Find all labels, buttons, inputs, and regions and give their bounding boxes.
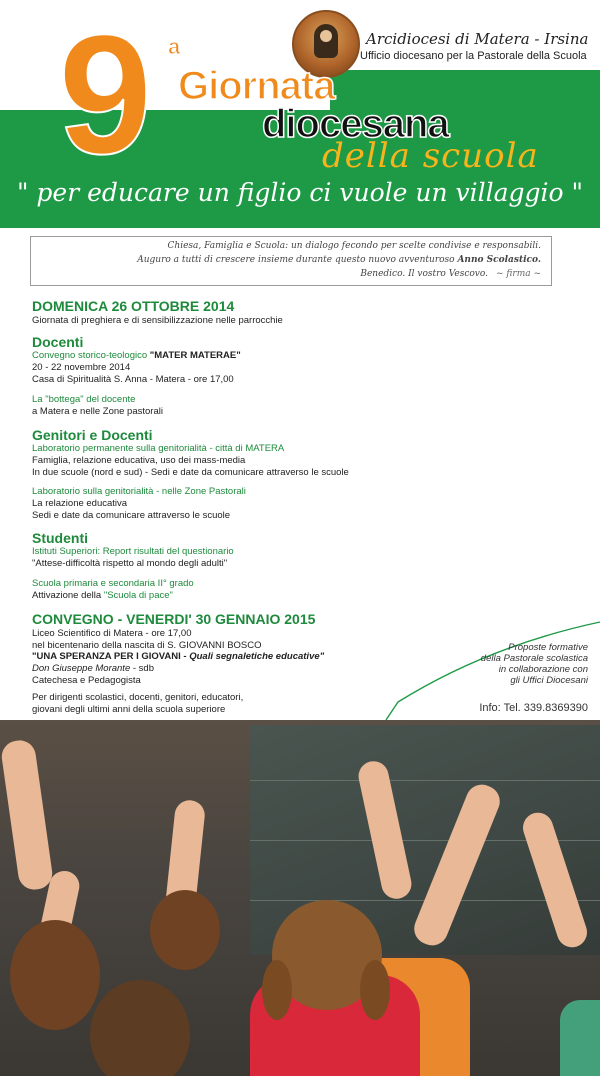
section-3-title: Genitori e Docenti xyxy=(32,427,153,443)
classroom-photo xyxy=(0,720,600,1076)
section-5-text-4: Don Giuseppe Morante - sdb xyxy=(32,663,154,674)
section-5-title: CONVEGNO - VENERDI' 30 GENNAIO 2015 xyxy=(32,611,316,627)
section-3-text-3: La relazione educativa xyxy=(32,498,128,509)
section-2-text-1: 20 - 22 novembre 2014 xyxy=(32,362,131,373)
section-5-text-3: "UNA SPERANZA PER I GIOVANI - Quali segnaletiche educative" xyxy=(32,651,325,662)
edition-number: 9 xyxy=(58,0,149,190)
section-4-title: Studenti xyxy=(32,530,88,546)
title-line-3: della scuola xyxy=(322,136,539,176)
section-2-text-2: Casa di Spiritualità S. Anna - Matera - ore 17,00 xyxy=(32,374,234,385)
section-1-title: DOMENICA 26 OTTOBRE 2014 xyxy=(32,298,235,314)
quote-line-2: Auguro a tutti di crescere insieme durante questo nuovo avventuroso Anno Scolastico. xyxy=(137,255,541,265)
info-phone: Info: Tel. 339.8369390 xyxy=(479,702,588,714)
section-3-text-4: Sedi e date da comunicare attraverso le scuole xyxy=(32,510,231,521)
section-4-sub-1: Istituti Superiori: Report risultati del questionario xyxy=(32,546,234,557)
section-4-text-2: Attivazione della "Scuola di pace" xyxy=(32,590,173,601)
title-line-1: Giornata xyxy=(178,64,335,108)
section-3-text-2: In due scuole (nord e sud) - Sedi e date da comunicare attraverso le scuole xyxy=(32,467,349,478)
motto: " per educare un figlio ci vuole un villaggio " xyxy=(16,178,584,207)
section-3-text-1: Famiglia, relazione educativa, uso dei mass-media xyxy=(32,455,246,466)
title-line-2: diocesana xyxy=(262,102,449,146)
bishop-quote-box xyxy=(30,236,552,286)
bishop-signature-icon: ~ firma ~ xyxy=(495,269,541,279)
section-5-text-6: Per dirigenti scolastici, docenti, genitori, educatori, xyxy=(32,692,244,703)
section-4-text-1: "Attese-difficoltà rispetto al mondo degli adulti" xyxy=(32,558,228,569)
section-1-text: Giornata di preghiera e di sensibilizzazione nelle parrocchie xyxy=(32,315,283,326)
section-2-text-3: a Matera e nelle Zone pastorali xyxy=(32,406,163,417)
section-5-text-5: Catechesa e Pedagogista xyxy=(32,675,141,686)
section-4-sub-2: Scuola primaria e secondaria II° grado xyxy=(32,578,194,589)
section-2-title: Docenti xyxy=(32,334,84,350)
section-2-sub-1: Convegno storico-teologico "MATER MATERAE" xyxy=(32,350,241,361)
section-5-text-2: nel bicentenario della nascita di S. GIOVANNI BOSCO xyxy=(32,640,262,651)
side-note: Proposte formative della Pastorale scolastica in collaborazione con gli Uffici Diocesani xyxy=(480,642,588,686)
org-name: Arcidiocesi di Matera - Irsina xyxy=(366,30,589,48)
section-3-sub-1: Laboratorio permanente sulla genitorialità - città di MATERA xyxy=(32,443,285,454)
section-3-sub-2: Laboratorio sulla genitorialità - nelle Zone Pastorali xyxy=(32,486,246,497)
green-shirt xyxy=(560,1000,600,1076)
quote-line-1: Chiesa, Famiglia e Scuola: un dialogo fecondo per scelte condivise e responsabili. xyxy=(167,241,541,251)
section-5-text-1: Liceo Scientifico di Matera - ore 17,00 xyxy=(32,628,192,639)
header-banner xyxy=(0,0,600,228)
office-name: Ufficio diocesano per la Pastorale della Scuola xyxy=(360,50,587,62)
section-5-text-7: giovani degli ultimi anni della scuola superiore xyxy=(32,704,226,715)
section-2-sub-2: La "bottega" del docente xyxy=(32,394,136,405)
edition-superscript: a xyxy=(168,34,181,59)
quote-line-3: Benedico. Il vostro Vescovo. ~ firma ~ xyxy=(360,269,541,279)
